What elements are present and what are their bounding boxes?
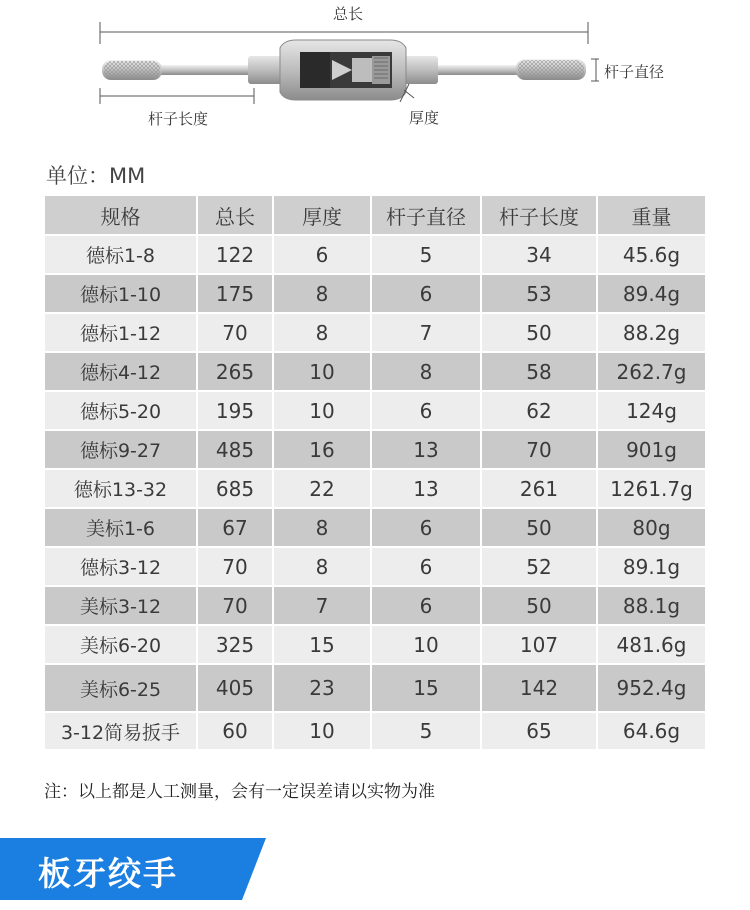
product-title-banner bbox=[0, 838, 750, 900]
cell-thickness: 10 bbox=[273, 391, 371, 430]
product-title: 板牙绞手 bbox=[38, 854, 178, 893]
cell-rod-length: 53 bbox=[481, 274, 597, 313]
cell-thickness: 23 bbox=[273, 664, 371, 712]
header-weight: 重量 bbox=[597, 196, 705, 235]
table-row bbox=[45, 508, 705, 547]
table-row bbox=[45, 664, 705, 712]
cell-rod-diameter: 5 bbox=[371, 712, 481, 750]
cell-total-length: 67 bbox=[197, 508, 273, 547]
cell-rod-diameter: 13 bbox=[371, 469, 481, 508]
cell-spec: 美标1-6 bbox=[45, 508, 197, 547]
cell-rod-length: 70 bbox=[481, 430, 597, 469]
cell-rod-length: 62 bbox=[481, 391, 597, 430]
cell-rod-length: 50 bbox=[481, 508, 597, 547]
cell-total-length: 685 bbox=[197, 469, 273, 508]
cell-rod-length: 50 bbox=[481, 586, 597, 625]
cell-rod-diameter: 6 bbox=[371, 508, 481, 547]
cell-thickness: 8 bbox=[273, 547, 371, 586]
cell-rod-diameter: 6 bbox=[371, 547, 481, 586]
table-row bbox=[45, 391, 705, 430]
cell-weight: 901g bbox=[597, 430, 705, 469]
cell-total-length: 195 bbox=[197, 391, 273, 430]
cell-weight: 88.2g bbox=[597, 313, 705, 352]
cell-thickness: 10 bbox=[273, 712, 371, 750]
cell-spec: 美标6-25 bbox=[45, 664, 197, 712]
cell-rod-length: 107 bbox=[481, 625, 597, 664]
cell-weight: 952.4g bbox=[597, 664, 705, 712]
table-row bbox=[45, 586, 705, 625]
cell-weight: 80g bbox=[597, 508, 705, 547]
cell-spec: 德标9-27 bbox=[45, 430, 197, 469]
unit-label: 单位：MM bbox=[46, 164, 146, 188]
cell-total-length: 70 bbox=[197, 313, 273, 352]
cell-spec: 德标5-20 bbox=[45, 391, 197, 430]
cell-rod-diameter: 6 bbox=[371, 586, 481, 625]
header-spec: 规格 bbox=[45, 196, 197, 235]
table-row bbox=[45, 469, 705, 508]
tap-wrench-diagram bbox=[0, 0, 750, 150]
rod-diameter-label: 杆子直径 bbox=[604, 63, 665, 81]
table-header-row bbox=[45, 196, 705, 235]
table-row bbox=[45, 547, 705, 586]
cell-weight: 262.7g bbox=[597, 352, 705, 391]
cell-spec: 德标1-8 bbox=[45, 235, 197, 274]
cell-total-length: 122 bbox=[197, 235, 273, 274]
cell-rod-diameter: 7 bbox=[371, 313, 481, 352]
thickness-label: 厚度 bbox=[409, 109, 440, 127]
cell-rod-diameter: 5 bbox=[371, 235, 481, 274]
cell-thickness: 8 bbox=[273, 508, 371, 547]
cell-rod-diameter: 13 bbox=[371, 430, 481, 469]
total-length-label: 总长 bbox=[333, 5, 364, 23]
cell-total-length: 70 bbox=[197, 586, 273, 625]
cell-spec: 德标4-12 bbox=[45, 352, 197, 391]
cell-total-length: 60 bbox=[197, 712, 273, 750]
cell-spec: 德标13-32 bbox=[45, 469, 197, 508]
cell-weight: 64.6g bbox=[597, 712, 705, 750]
cell-spec: 德标3-12 bbox=[45, 547, 197, 586]
header-thickness: 厚度 bbox=[273, 196, 371, 235]
cell-rod-length: 52 bbox=[481, 547, 597, 586]
rod-length-label: 杆子长度 bbox=[148, 110, 209, 128]
table-row bbox=[45, 352, 705, 391]
cell-total-length: 70 bbox=[197, 547, 273, 586]
cell-total-length: 175 bbox=[197, 274, 273, 313]
cell-weight: 89.1g bbox=[597, 547, 705, 586]
cell-thickness: 8 bbox=[273, 274, 371, 313]
header-rod-diameter: 杆子直径 bbox=[371, 196, 481, 235]
cell-spec: 德标1-10 bbox=[45, 274, 197, 313]
header-total-length: 总长 bbox=[197, 196, 273, 235]
cell-total-length: 485 bbox=[197, 430, 273, 469]
cell-thickness: 7 bbox=[273, 586, 371, 625]
table-row bbox=[45, 235, 705, 274]
cell-thickness: 16 bbox=[273, 430, 371, 469]
cell-spec: 3-12简易扳手 bbox=[45, 712, 197, 750]
cell-weight: 124g bbox=[597, 391, 705, 430]
cell-rod-diameter: 8 bbox=[371, 352, 481, 391]
cell-spec: 美标3-12 bbox=[45, 586, 197, 625]
cell-rod-length: 65 bbox=[481, 712, 597, 750]
cell-rod-length: 58 bbox=[481, 352, 597, 391]
cell-spec: 美标6-20 bbox=[45, 625, 197, 664]
cell-weight: 89.4g bbox=[597, 274, 705, 313]
cell-rod-diameter: 10 bbox=[371, 625, 481, 664]
cell-rod-length: 261 bbox=[481, 469, 597, 508]
measurement-note: 注：以上都是人工测量，会有一定误差请以实物为准 bbox=[44, 782, 435, 802]
cell-rod-length: 34 bbox=[481, 235, 597, 274]
cell-weight: 88.1g bbox=[597, 586, 705, 625]
cell-weight: 481.6g bbox=[597, 625, 705, 664]
cell-rod-length: 50 bbox=[481, 313, 597, 352]
cell-total-length: 405 bbox=[197, 664, 273, 712]
cell-spec: 德标1-12 bbox=[45, 313, 197, 352]
table-row bbox=[45, 274, 705, 313]
cell-rod-diameter: 15 bbox=[371, 664, 481, 712]
cell-thickness: 6 bbox=[273, 235, 371, 274]
cell-thickness: 8 bbox=[273, 313, 371, 352]
cell-thickness: 15 bbox=[273, 625, 371, 664]
table-row bbox=[45, 430, 705, 469]
cell-total-length: 325 bbox=[197, 625, 273, 664]
table-row bbox=[45, 313, 705, 352]
cell-rod-diameter: 6 bbox=[371, 391, 481, 430]
cell-rod-diameter: 6 bbox=[371, 274, 481, 313]
cell-total-length: 265 bbox=[197, 352, 273, 391]
cell-weight: 1261.7g bbox=[597, 469, 705, 508]
table-row bbox=[45, 712, 705, 750]
cell-thickness: 22 bbox=[273, 469, 371, 508]
spec-table bbox=[45, 196, 705, 751]
table-row bbox=[45, 625, 705, 664]
header-rod-length: 杆子长度 bbox=[481, 196, 597, 235]
cell-rod-length: 142 bbox=[481, 664, 597, 712]
cell-weight: 45.6g bbox=[597, 235, 705, 274]
cell-thickness: 10 bbox=[273, 352, 371, 391]
